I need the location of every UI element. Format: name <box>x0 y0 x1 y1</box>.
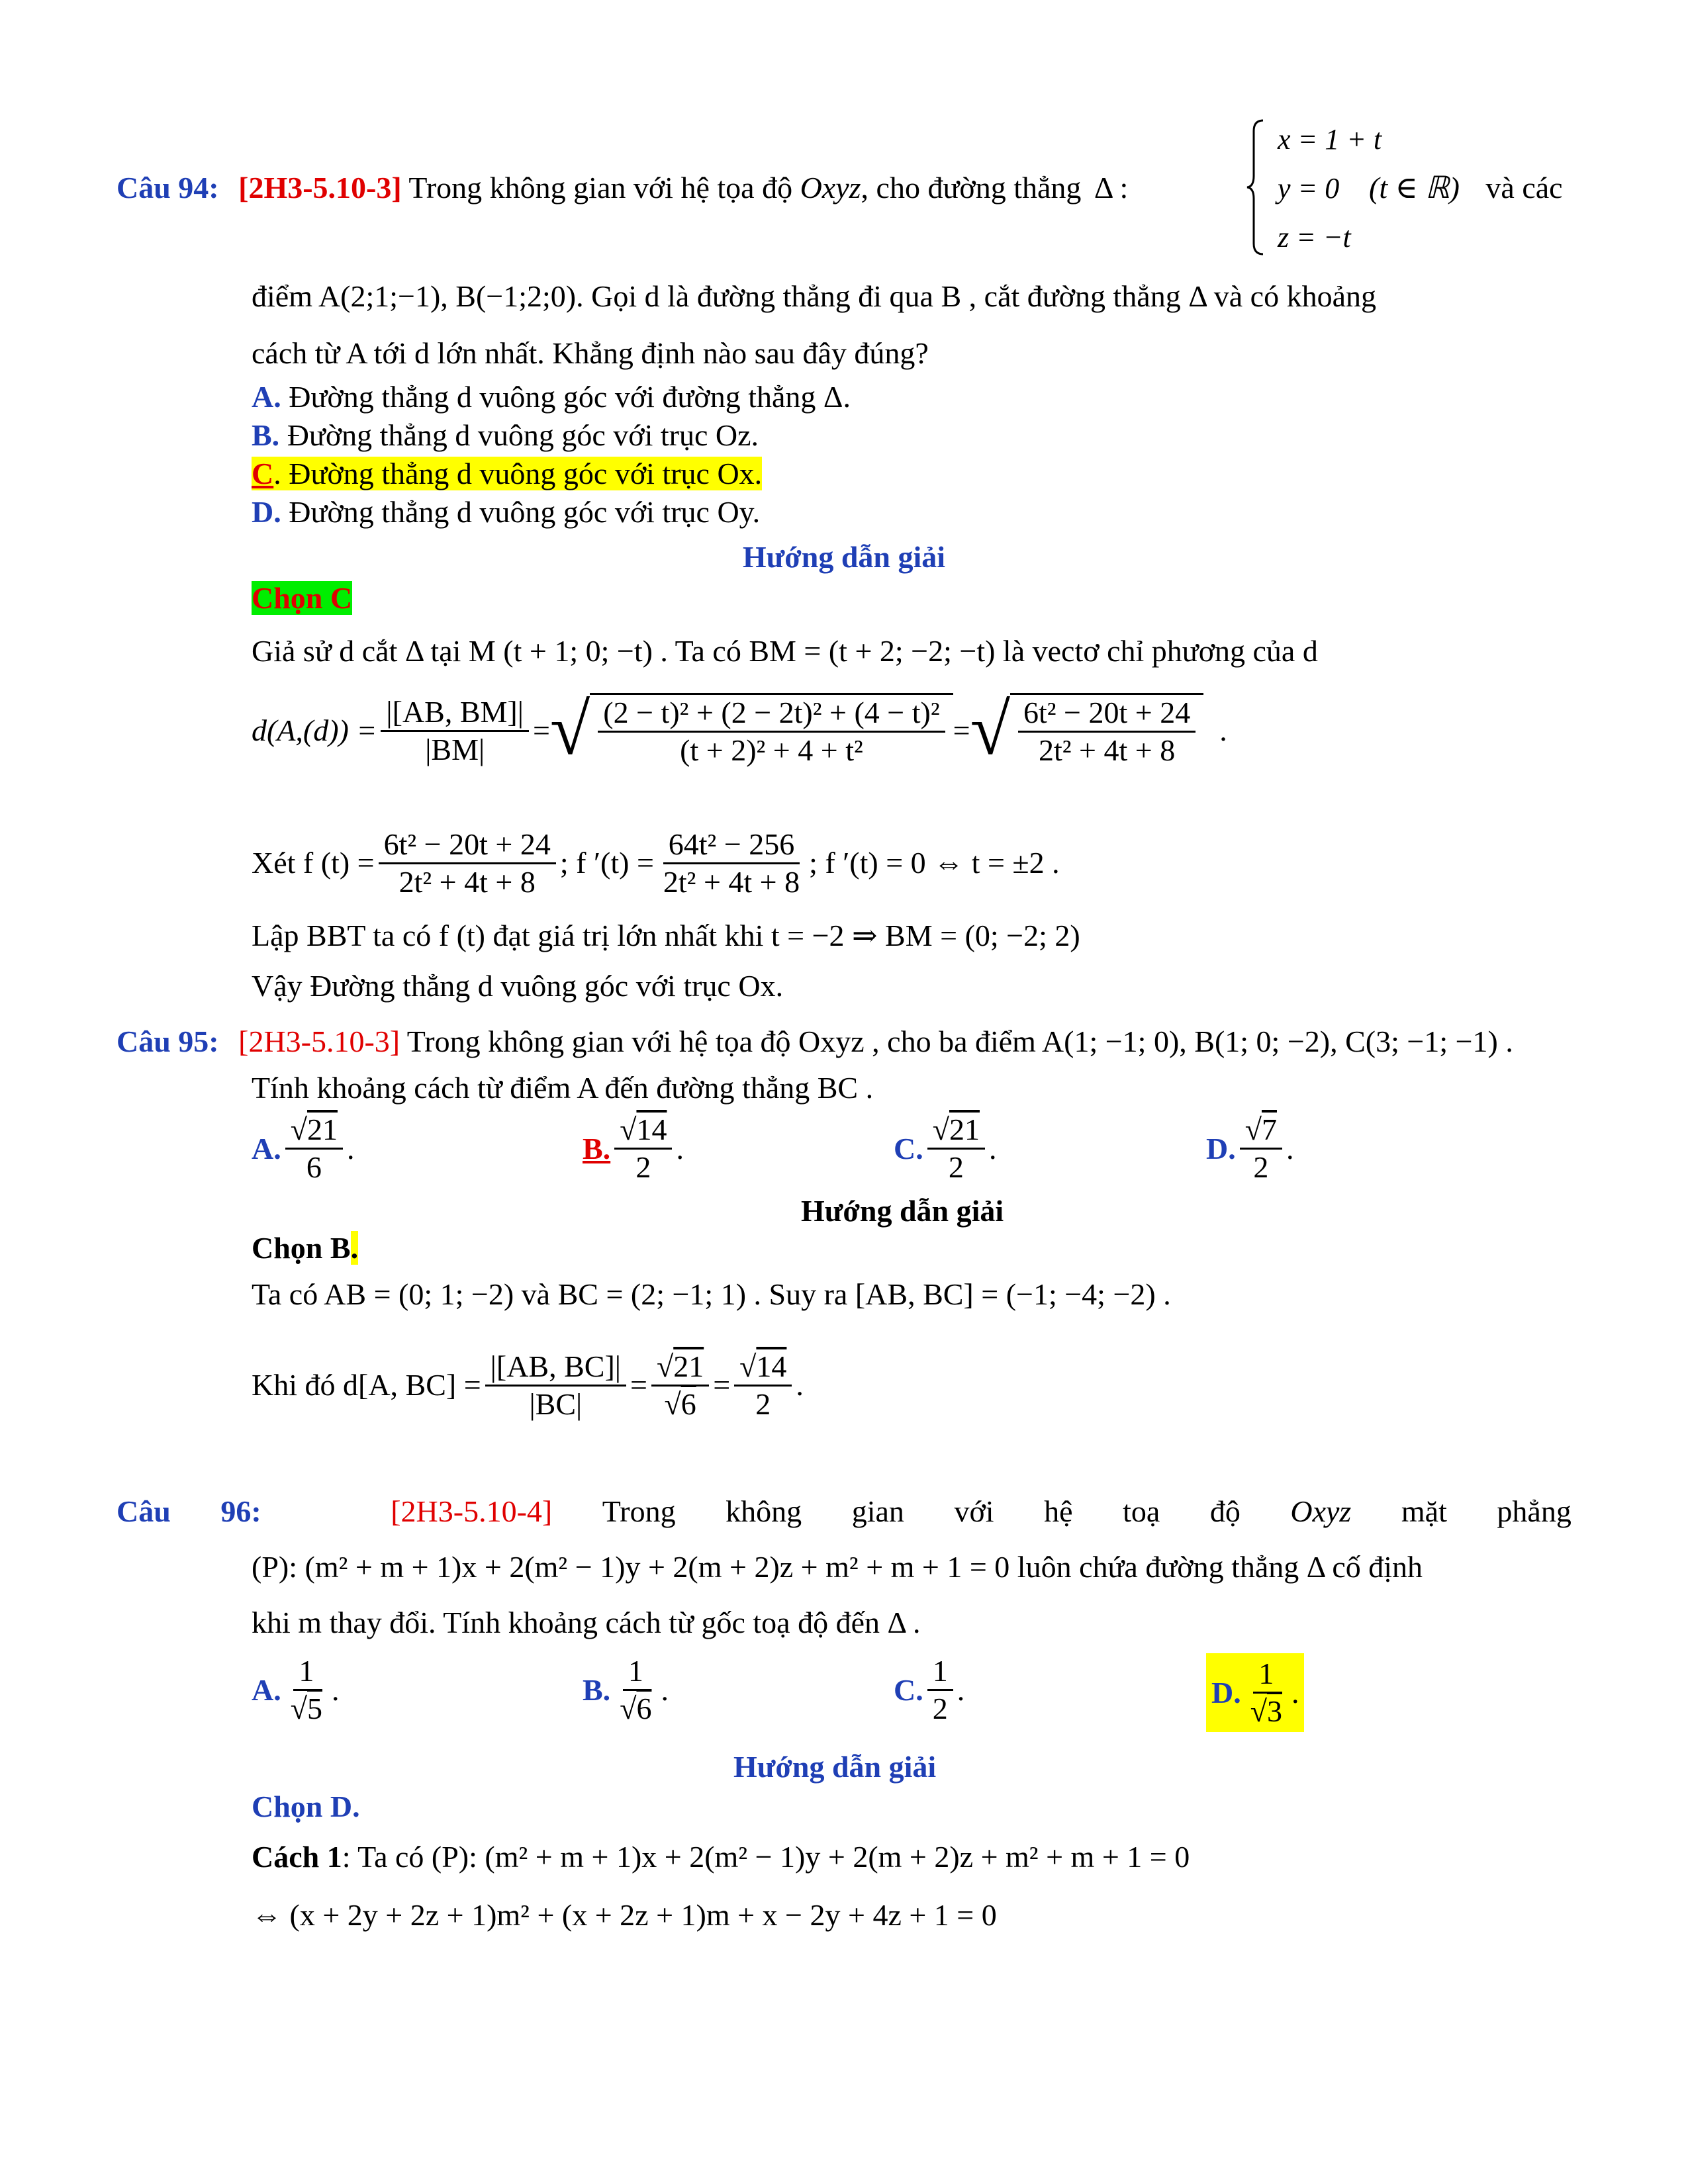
q94-sqrt2 <box>549 689 953 770</box>
q95-k-den2: √6 <box>664 1387 696 1421</box>
q94-option-c-highlight <box>252 457 762 490</box>
q95-option-b[interactable] <box>583 1112 684 1185</box>
q96-guide-heading: Hướng dẫn giải <box>733 1750 937 1784</box>
sqrt-icon: √ <box>549 689 590 770</box>
q95-sol-line1: Ta có AB = (0; 1; −2) và BC = (2; −1; 1) . Suy ra [AB, BC] = (−1; −4; −2) . <box>252 1277 1171 1311</box>
q94-conclusion: Vậy Đường thẳng d vuông góc với trục Ox. <box>252 969 784 1003</box>
q96-stem <box>117 1493 1571 1530</box>
q96-line2: (P): (m² + m + 1)x + 2(m² − 1)y + 2(m + 2)z + m² + m + 1 = 0 luôn chứa đường thẳng Δ cố định <box>252 1550 1423 1584</box>
q95-answer <box>252 1230 358 1267</box>
q96-word: độ <box>1209 1494 1241 1528</box>
q95-line2: Tính khoảng cách từ điểm A đến đường thẳng BC . <box>252 1071 874 1105</box>
q94-guide-heading: Hướng dẫn giải <box>742 540 946 574</box>
q95-k-num2-radicand: 21 <box>673 1349 704 1383</box>
period: . <box>661 1672 669 1707</box>
q94-line3: cách từ A tới d lớn nhất. Khẳng định nào sau đây đúng? <box>252 336 929 370</box>
q95-option-a-num: √21 <box>285 1112 343 1150</box>
q94-label: Câu 94: <box>117 171 219 205</box>
q95-option-c-letter: C. <box>894 1131 923 1165</box>
q95-khi-label: Khi đó d[A, BC] = <box>252 1368 481 1402</box>
q94-xet-label: Xét f (t) = <box>252 846 375 880</box>
q94-distance-formula <box>252 691 1227 770</box>
q96-option-a[interactable] <box>252 1653 339 1727</box>
q94-f-num: 6t² − 20t + 24 <box>379 827 556 864</box>
q96-word: gian <box>851 1494 904 1528</box>
equals-sign: = <box>630 1368 647 1402</box>
q96-word: với <box>954 1494 994 1528</box>
q94-code: [2H3-5.10-3] <box>238 171 402 205</box>
q94-sys-eq1: x = 1 + t <box>1278 123 1382 156</box>
q95-k-frac1 <box>485 1349 626 1422</box>
q94-line2: điểm A(2;1;−1), B(−1;2;0). Gọi d là đường thẳng đi qua B , cắt đường thẳng Δ và có khoảng <box>252 279 1377 313</box>
q96-option-c-letter: C. <box>894 1672 923 1707</box>
q94-option-c-letter: C <box>252 457 274 490</box>
q94-dist-num1: |[AB, BM]| <box>381 694 529 732</box>
q95-k-frac3 <box>734 1349 792 1422</box>
q95-k-num1: |[AB, BC]| <box>485 1349 626 1387</box>
q96-option-b-letter: B. <box>583 1672 611 1707</box>
q96-option-a-frac <box>285 1653 328 1727</box>
equals-sign: = <box>953 713 970 747</box>
q94-sol-line1: Giả sử d cắt Δ tại M (t + 1; 0; −t) . Ta có BM = (t + 2; −2; −t) là vectơ chỉ phương của d <box>252 634 1318 668</box>
q94-dist-den2: (t + 2)² + 4 + t² <box>680 733 863 767</box>
period: . <box>676 1131 684 1165</box>
q96-code: [2H3-5.10-4] <box>391 1494 553 1528</box>
q94-option-d-text: Đường thẳng d vuông góc với trục Oy. <box>281 495 761 529</box>
q95-k-num3: √14 <box>734 1349 792 1387</box>
q94-dist-den3: 2t² + 4t + 8 <box>1038 733 1176 767</box>
q94-option-a-text: Đường thẳng d vuông góc với đường thẳng Δ. <box>281 380 851 414</box>
q95-stem <box>117 1023 1513 1060</box>
q95-k-num3-radicand: 14 <box>756 1349 787 1383</box>
q94-sqrt2-body <box>590 693 953 768</box>
q95-option-a-frac <box>285 1112 343 1185</box>
sqrt-icon: √ <box>970 689 1010 770</box>
q94-sqrt3-body <box>1010 693 1203 768</box>
q94-option-b-letter: B. <box>252 418 280 452</box>
q95-option-b-frac <box>614 1112 672 1185</box>
q96-option-d-highlight <box>1206 1653 1304 1732</box>
q94-option-c-text: . Đường thẳng d vuông góc với trục Ox. <box>273 457 763 490</box>
q94-oxyz: Oxyz <box>800 171 861 205</box>
q94-option-d-letter: D. <box>252 495 281 529</box>
q94-option-a[interactable] <box>252 379 851 416</box>
q96-number: 96: <box>220 1494 261 1528</box>
q94-dist-lhs: d(A,(d)) = <box>252 713 377 747</box>
period: . <box>988 1131 997 1165</box>
q95-option-a-den: 6 <box>306 1150 322 1184</box>
q94-dist-frac1 <box>381 694 529 768</box>
q95-k-frac2 <box>651 1349 709 1422</box>
q94-dist-den1: |BM| <box>425 732 485 766</box>
q96-option-c[interactable] <box>894 1653 964 1727</box>
q95-k-num2: √21 <box>651 1349 709 1387</box>
period: . <box>1286 1131 1294 1165</box>
q95-option-b-letter: B. <box>583 1131 611 1165</box>
period: . <box>1291 1675 1299 1709</box>
q96-option-d-radicand: 3 <box>1266 1694 1282 1728</box>
q95-option-c-den: 2 <box>948 1150 964 1184</box>
q96-oxyz: Oxyz <box>1290 1494 1352 1528</box>
q94-bbt-line: Lập BBT ta có f (t) đạt giá trị lớn nhất khi t = −2 ⇒ BM = (0; −2; 2) <box>252 919 1080 952</box>
q96-method1-label: Cách 1 <box>252 1840 342 1874</box>
q94-system-brace <box>1246 118 1266 264</box>
q94-fp-frac <box>658 827 805 900</box>
q94-param-text: (t ∈ ℝ) <box>1369 171 1460 205</box>
q96-option-d-num: 1 <box>1253 1656 1279 1694</box>
q94-fp-num: 64t² − 256 <box>663 827 800 864</box>
q95-option-d-letter: D. <box>1206 1131 1236 1165</box>
q96-line3: khi m thay đổi. Tính khoảng cách từ gốc toạ độ đến Δ . <box>252 1606 921 1639</box>
q95-option-b-num: √14 <box>614 1112 672 1150</box>
q94-f-frac <box>379 827 556 900</box>
q95-answer-text: Chọn B <box>252 1231 351 1265</box>
q95-k-den1: |BC| <box>529 1387 583 1421</box>
q94-dist-num3: 6t² − 20t + 24 <box>1018 695 1196 733</box>
q95-option-b-den: 2 <box>635 1150 651 1184</box>
q96-option-d[interactable] <box>1206 1653 1304 1732</box>
q96-option-c-den: 2 <box>932 1692 948 1725</box>
q94-option-c[interactable] <box>252 455 762 492</box>
q94-f-den: 2t² + 4t + 8 <box>399 864 536 899</box>
q95-option-a[interactable] <box>252 1112 354 1185</box>
q94-option-b-text: Đường thẳng d vuông góc với trục Oz. <box>279 418 759 452</box>
q96-equivalence: ⇔ (x + 2y + 2z + 1)m² + (x + 2z + 1)m + x − 2y + 4z + 1 = 0 <box>252 1898 997 1932</box>
q95-option-c-radicand: 21 <box>949 1113 980 1146</box>
q94-fp-label: ; f ′(t) = <box>559 846 654 880</box>
q96-option-a-radicand: 5 <box>306 1692 322 1725</box>
equals-sign: = <box>713 1368 731 1402</box>
q96-option-a-den: √5 <box>290 1692 322 1725</box>
q94-option-b[interactable] <box>252 417 759 454</box>
q96-option-a-letter: A. <box>252 1672 281 1707</box>
q96-option-d-letter: D. <box>1211 1675 1241 1709</box>
q94-delta: Δ : <box>1094 171 1129 205</box>
q96-option-b-frac <box>614 1653 657 1727</box>
q95-stem-text: Trong không gian với hệ tọa độ Oxyz , cho ba điểm A(1; −1; 0), B(1; 0; −2), C(3; −1; −1) . <box>400 1024 1513 1058</box>
q95-k-den2-radicand: 6 <box>680 1387 696 1421</box>
period: . <box>957 1672 965 1707</box>
q94-system <box>1278 115 1382 262</box>
period: . <box>331 1672 340 1707</box>
q94-stem-b: , cho đường thẳng <box>861 171 1082 205</box>
q94-dist-frac2 <box>598 695 945 768</box>
q94-sqrt3 <box>970 689 1204 770</box>
q96-option-b-radicand: 6 <box>636 1692 652 1725</box>
q95-option-d[interactable] <box>1206 1112 1293 1185</box>
q96-word: Trong <box>602 1494 676 1528</box>
q94-fp-tail: ; f ′(t) = 0 ⇔ t = ±2 . <box>809 846 1060 880</box>
q94-option-a-letter: A. <box>252 380 281 414</box>
q96-word: hệ <box>1044 1494 1073 1528</box>
q94-param <box>1369 169 1563 206</box>
q95-option-d-frac <box>1240 1112 1282 1185</box>
q95-option-b-radicand: 14 <box>636 1113 667 1146</box>
q96-method1-text: : Ta có (P): (m² + m + 1)x + 2(m² − 1)y + 2(m + 2)z + m² + m + 1 = 0 <box>342 1840 1190 1874</box>
q96-option-d-frac <box>1245 1656 1288 1729</box>
q96-option-b-num: 1 <box>623 1653 649 1691</box>
q95-option-d-den: 2 <box>1253 1150 1269 1184</box>
q96-label: Câu <box>117 1494 171 1528</box>
q96-word: không <box>726 1494 802 1528</box>
q96-option-b-den: √6 <box>620 1692 652 1725</box>
q96-word: toạ <box>1123 1494 1160 1528</box>
q94-xet-line <box>252 823 1060 903</box>
q95-code: [2H3-5.10-3] <box>238 1024 400 1058</box>
q94-sys-eq2: y = 0 <box>1278 172 1340 205</box>
equals-sign: = <box>532 713 550 747</box>
q95-option-d-num: √7 <box>1240 1112 1282 1150</box>
q96-option-c-frac <box>927 1653 953 1727</box>
q94-sys-eq3: z = −t <box>1278 221 1351 253</box>
q95-k-den3: 2 <box>755 1387 771 1421</box>
q96-method1 <box>252 1839 1190 1876</box>
q94-option-d[interactable] <box>252 494 760 531</box>
q96-option-c-num: 1 <box>927 1653 953 1691</box>
period: . <box>1219 713 1227 747</box>
q94-answer-highlight: Chọn C <box>252 581 353 615</box>
q96-option-b[interactable] <box>583 1653 669 1727</box>
q95-answer-dot: . <box>350 1231 359 1265</box>
q95-option-a-radicand: 21 <box>306 1113 338 1146</box>
q94-fp-den: 2t² + 4t + 8 <box>663 864 800 899</box>
q94-dist-num2: (2 − t)² + (2 − 2t)² + (4 − t)² <box>598 695 945 733</box>
q96-option-a-num: 1 <box>293 1653 319 1691</box>
q94-stem-a: Trong không gian với hệ tọa độ <box>408 171 793 205</box>
q95-option-d-radicand: 7 <box>1261 1113 1277 1146</box>
q94-stem <box>117 169 1128 206</box>
q95-label: Câu 95: <box>117 1024 219 1058</box>
period: . <box>796 1368 804 1402</box>
q94-dist-frac3 <box>1018 695 1196 768</box>
q95-option-c-num: √21 <box>927 1112 985 1150</box>
q96-word: phẳng <box>1497 1494 1571 1528</box>
q96-answer: Chọn D. <box>252 1790 360 1823</box>
q95-option-c[interactable] <box>894 1112 996 1185</box>
q96-word: mặt <box>1401 1494 1447 1528</box>
brace-icon <box>1246 118 1266 257</box>
q96-option-d-den: √3 <box>1250 1694 1282 1728</box>
q94-answer <box>252 580 352 617</box>
q95-guide-heading: Hướng dẫn giải <box>801 1194 1004 1228</box>
q95-khi-line <box>252 1336 804 1435</box>
period: . <box>346 1131 355 1165</box>
q95-option-c-frac <box>927 1112 985 1185</box>
q95-option-a-letter: A. <box>252 1131 281 1165</box>
q94-stem-c: và các <box>1485 171 1563 205</box>
